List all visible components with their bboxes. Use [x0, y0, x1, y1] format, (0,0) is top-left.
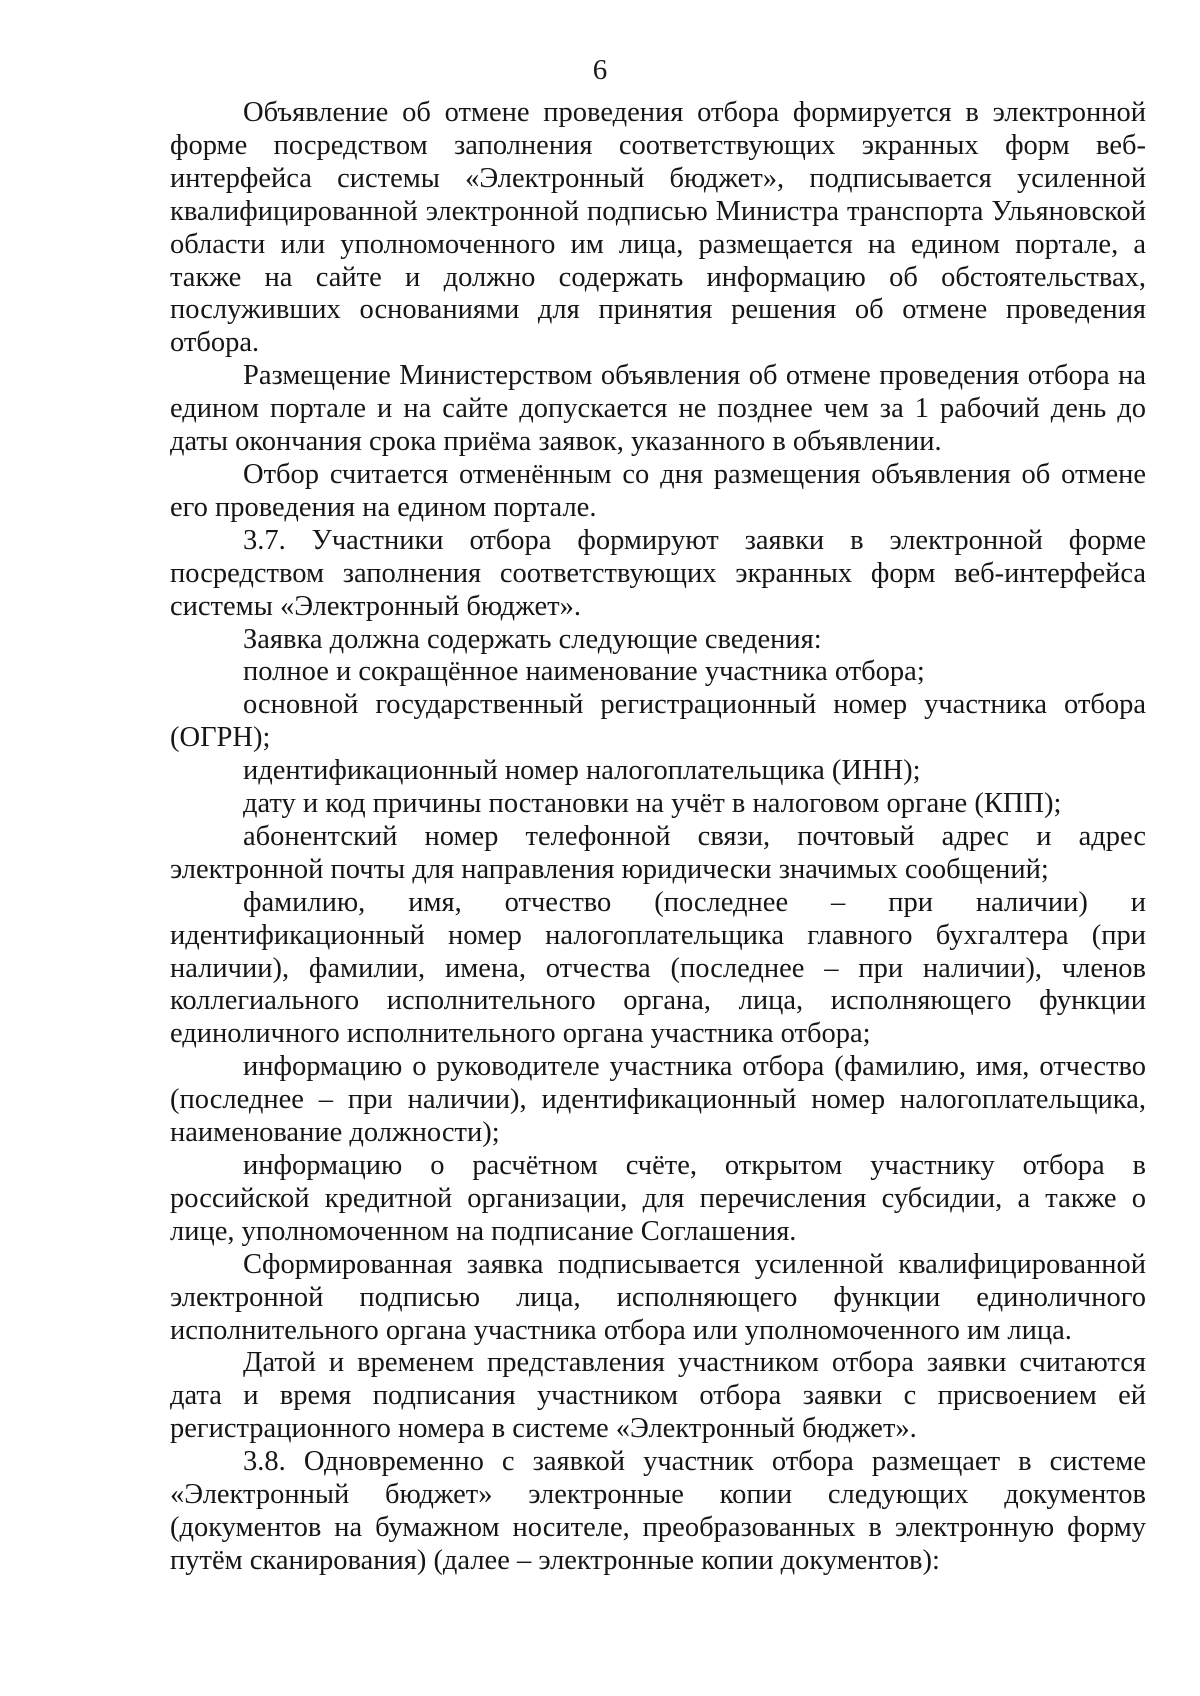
list-item-kpp: дату и код причины постановки на учёт в налоговом органе (КПП); — [243, 788, 1062, 820]
paragraph-cancellation-notice: Объявление об отмене проведения отбора формируется в электронной форме посредством заполнения соответствующих экранных форм веб-интерфейса системы «Электронный бюджет», подписывается усиленной квалифицированной электронной подписью Министра транспорта Ульяновской области или уполномоченного им лица, размещается на едином портале, а также на сайте и должно содержать информацию об обстоятельствах, послуживших основаниями для принятия решения об отмене проведения отбора. — [170, 97, 1146, 359]
paragraph-section-3-7: 3.7. Участники отбора формируют заявки в электронной форме посредством заполнения соответствующих экранных форм веб-интерфейса системы «Электронный бюджет». — [170, 524, 1146, 622]
paragraph-application-contents: Заявка должна содержать следующие сведения: — [243, 623, 822, 655]
paragraph-cancellation-effective: Отбор считается отменённым со дня размещения объявления об отмене его проведения на едином портале. — [170, 458, 1146, 523]
list-item-bank-account: информацию о расчётном счёте, открытом участнику отбора в российской кредитной организации, для перечисления субсидии, а также о лице, уполномоченном на подписание Соглашения. — [170, 1150, 1146, 1247]
paragraph-section-3-8: 3.8. Одновременно с заявкой участник отбора размещает в системе «Электронный бюджет» электронные копии следующих документов (документов на бумажном носителе, преобразованных в электронную форму путём сканирования) (далее – электронные копии документов): — [170, 1446, 1146, 1576]
list-item-full-name: полное и сокращённое наименование участника отбора; — [243, 656, 925, 688]
list-item-accountant-and-officers: фамилию, имя, отчество (последнее – при наличии) и идентификационный номер налогоплательщика главного бухгалтера (при наличии), фамилии, имена, отчества (последнее – при наличии), членов коллегиального исполнительного органа, лица, исполняющего функции единоличного исполнительного органа участника отбора; — [170, 886, 1146, 1050]
paragraph-application-signing: Сформированная заявка подписывается усиленной квалифицированной электронной подписью лица, исполняющего функции единоличного исполнительного органа участника отбора или уполномоченного им лица. — [170, 1248, 1146, 1346]
page-number: 6 — [592, 54, 608, 86]
list-item-ogrn: основной государственный регистрационный номер участника отбора (ОГРН); — [170, 689, 1146, 754]
list-item-inn: идентификационный номер налогоплательщика (ИНН); — [243, 755, 921, 787]
list-item-contacts: абонентский номер телефонной связи, почтовый адрес и адрес электронной почты для направления юридически значимых сообщений; — [170, 820, 1146, 885]
paragraph-submission-date: Датой и временем представления участником отбора заявки считаются дата и время подписания участником отбора заявки с присвоением ей регистрационного номера в системе «Электронный бюджет». — [170, 1347, 1146, 1445]
document-body — [170, 97, 1146, 1578]
paragraph-cancellation-deadline: Размещение Министерством объявления об отмене проведения отбора на едином портале и на сайте допускается не позднее чем за 1 рабочий день до даты окончания срока приёма заявок, указанного в объявлении. — [170, 360, 1146, 458]
list-item-head-info: информацию о руководителе участника отбора (фамилию, имя, отчество (последнее – при наличии), идентификационный номер налогоплательщика, наименование должности); — [170, 1051, 1146, 1149]
